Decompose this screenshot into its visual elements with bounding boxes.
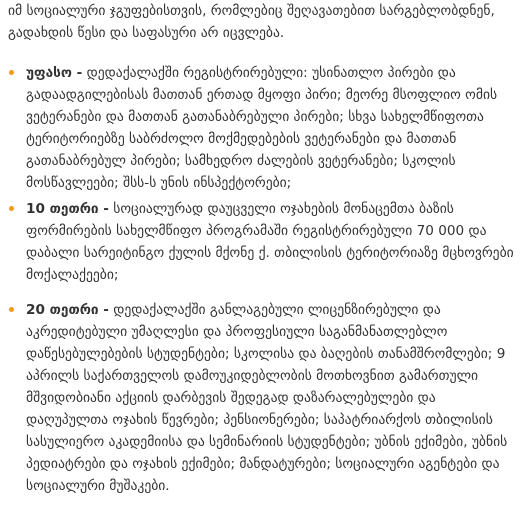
fare-price: 20 თეთრი -: [26, 302, 109, 318]
list-item: [8, 198, 518, 286]
fare-article: [8, 0, 518, 497]
intro-paragraph: იმ სოციალური ჯგუფებისთვის, რომლებიც შეღავათებით სარგებლობდნენ, გადახდის წესი და საფასური არ იცვლება.: [8, 3, 495, 41]
bullet-dot-icon: [9, 206, 14, 211]
list-item: [8, 62, 518, 194]
fare-description: სოციალურად დაუცველი ოჯახების მონაცემთა ბაზის ფორმირების სახელმწიფო პროგრამაში რეგისტრირებული 70 000 და დაბალი სარეიტინგო ქულის მქონე ქ. თბილისის ტერიტორიაზე მცხოვრები მოქალაქეები;: [26, 201, 514, 283]
fare-description: დედაქალაქში განლაგებული ლიცენზირებული და აკრედიტებული უმაღლესი და პროფესიული საგანმანათლებლო დაწესებულებების სტუდენტები; სკოლისა და ბაღების თანამშრომლები; 9 აპრილს საქართველოს დამოუკიდებლობის მოთხოვნით გამართული მშვიდობიანი აქციის დარბევის შედეგად დაზარალებულები და დაღუპულთა ოჯახის წევრები; პენსიონერები; საპატრიარქოს თბილისის სასულიერო აკადემიისა და სემინარიის სტუდენტები; უბნის ექიმები, უბნის პედიატრები და ოჯახის ექიმები; მანდატურები; სოციალური აგენტები და სოციალური მუშაკები.: [26, 302, 508, 494]
list-item: [8, 299, 518, 497]
fare-price: უფასო -: [26, 65, 83, 81]
fare-list: [8, 62, 518, 497]
fare-price: 10 თეთრი -: [26, 201, 109, 217]
bullet-dot-icon: [9, 307, 14, 312]
fare-description: დედაქალაქში რეგისტრირებული: უსინათლო პირები და გადაადგილებისას მათთან ერთად მყოფი პირი; მეორე მსოფლიო ომის ვეტერანები და მათთან გათანაბრებული პირები; სხვა სახელმწიფოთა ტერიტორიებზე საბრძოლო მოქმედებების ვეტერანები და მათთან გათანაბრებულ პირები; სამხედრო ძალების ვეტერანები; სკოლის მოსწავლეები; შსს-ს უნის ინსპექტორები;: [26, 65, 498, 191]
bullet-dot-icon: [9, 70, 14, 75]
